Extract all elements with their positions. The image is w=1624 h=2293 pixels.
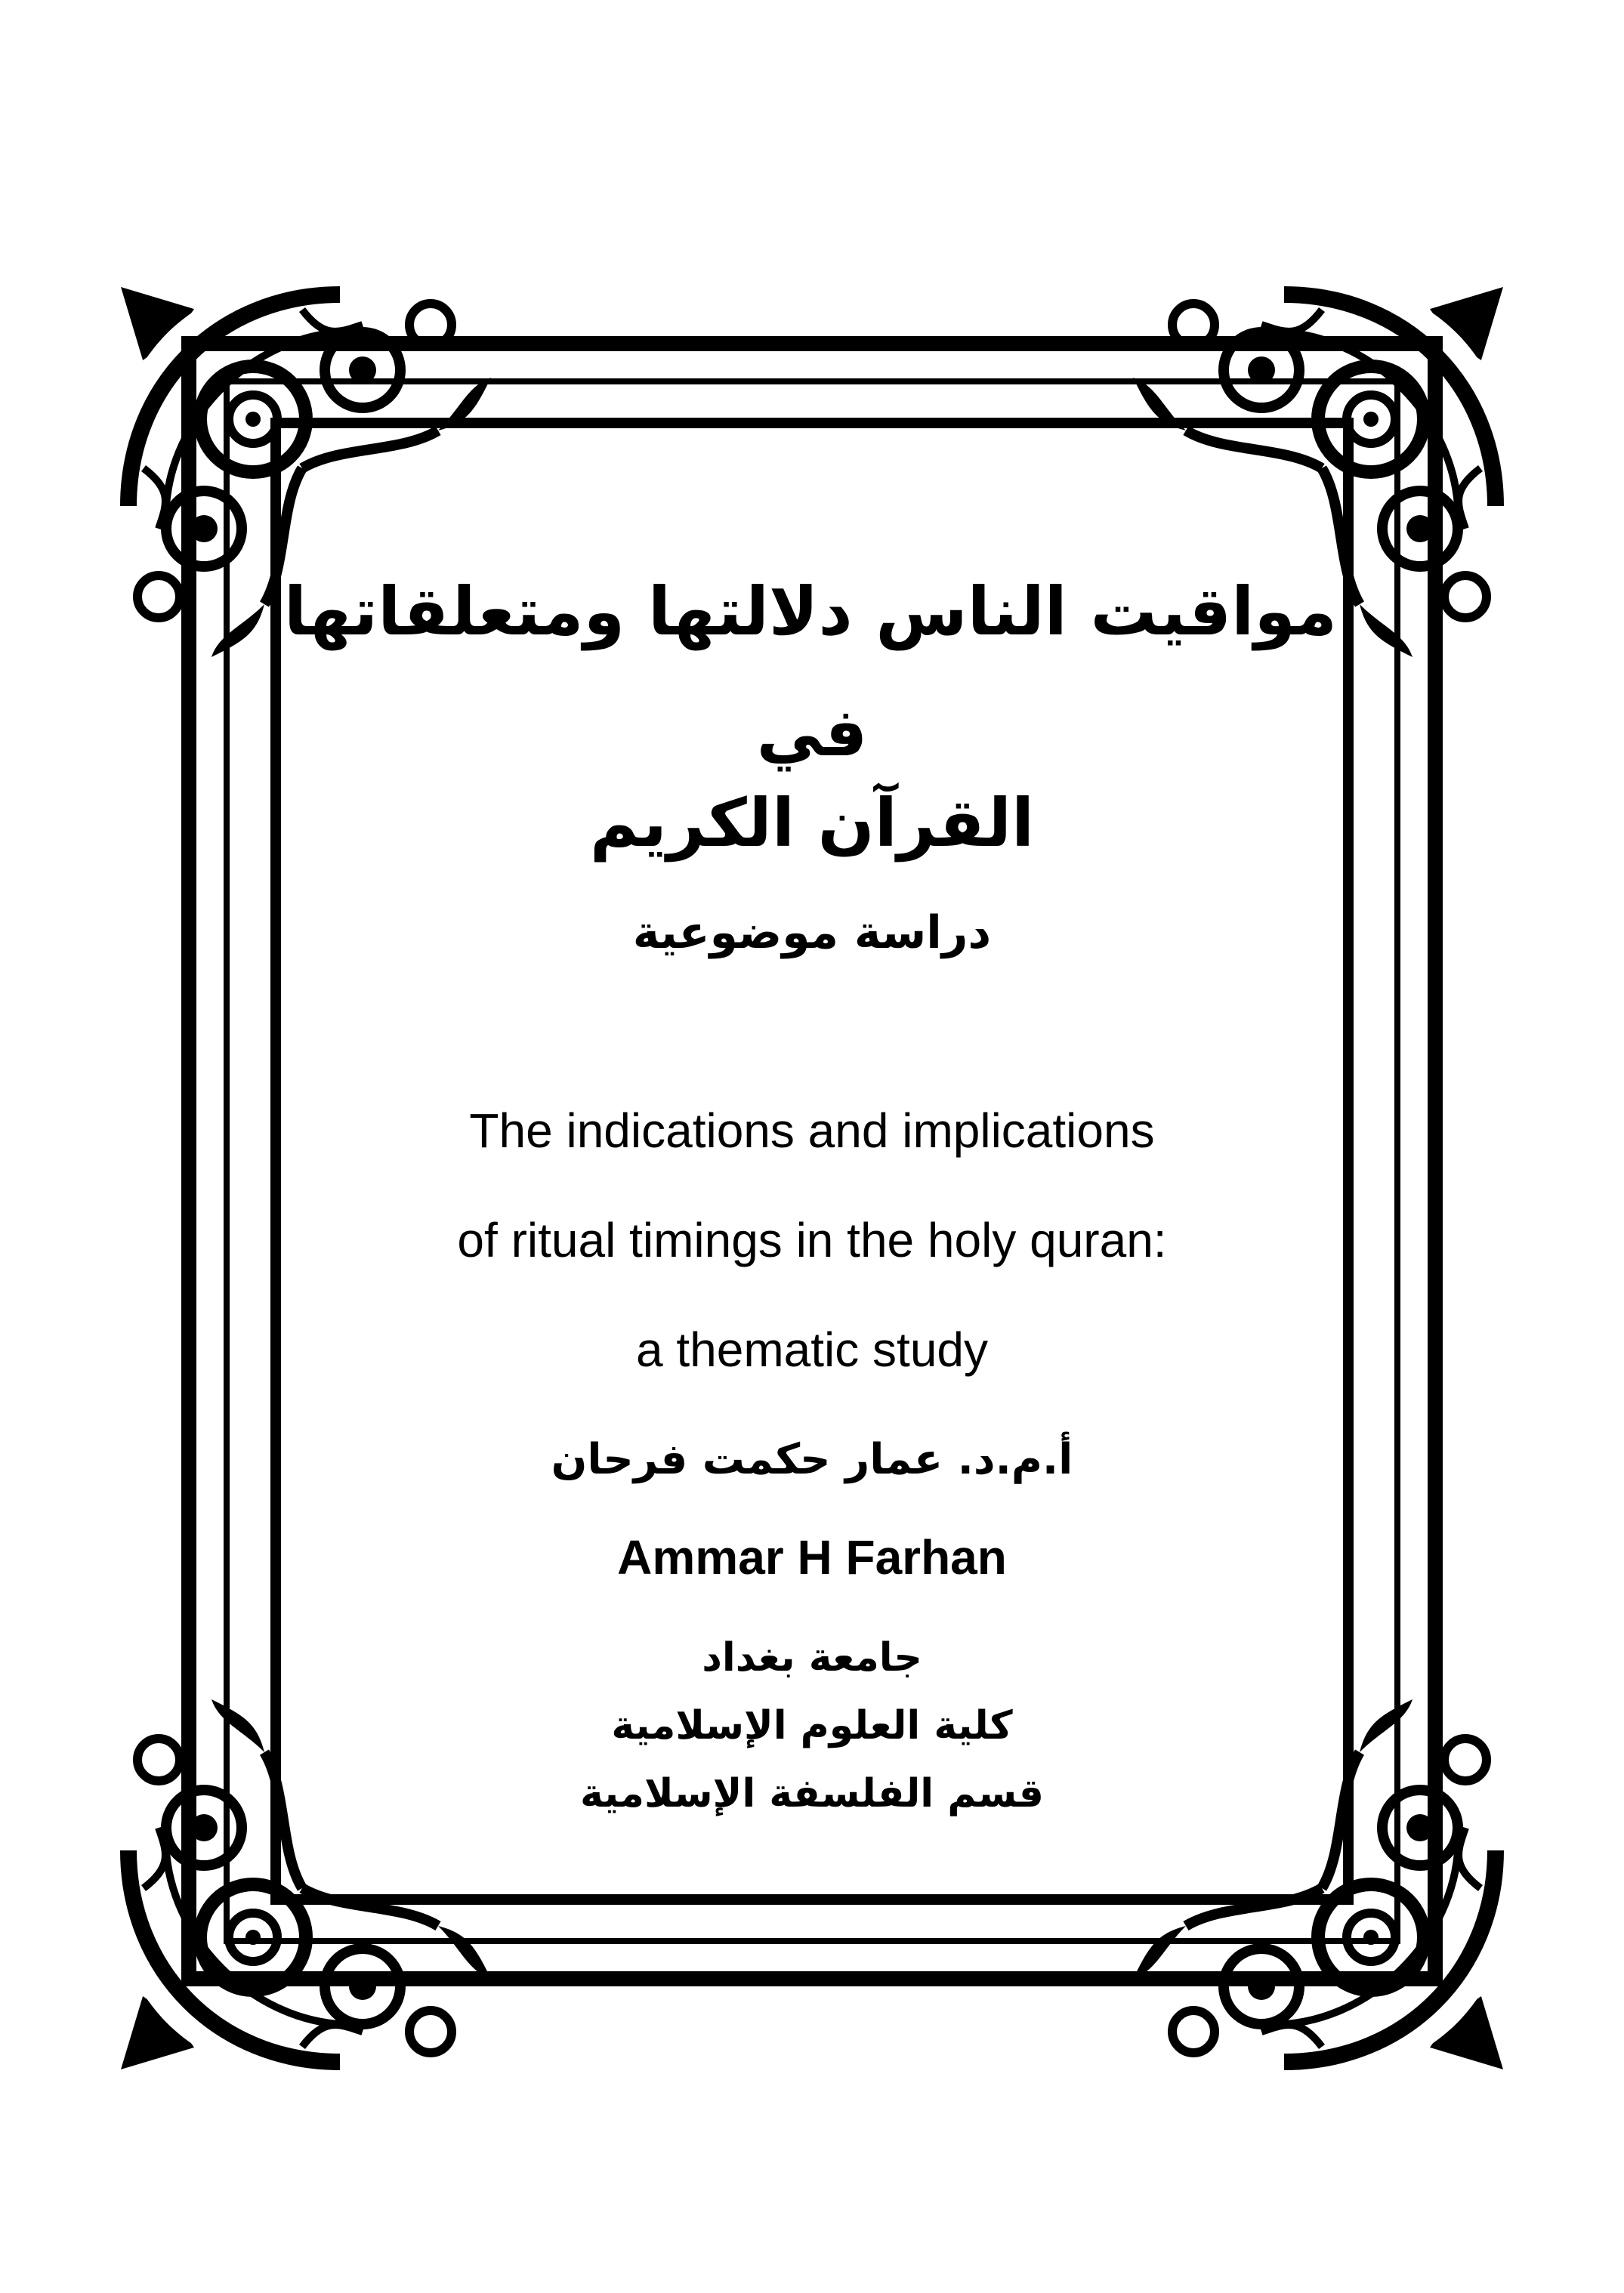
college-name: كلية العلوم الإسلامية	[611, 1703, 1013, 1748]
author-english: Ammar H Farhan	[617, 1530, 1007, 1585]
english-title-line-3: a thematic study	[636, 1322, 988, 1377]
arabic-title-line-3: القرآن الكريم	[589, 784, 1035, 862]
author-arabic: أ.م.د. عمار حكمت فرحان	[551, 1435, 1073, 1484]
arabic-title-line-1: مواقيت الناس دلالتها ومتعلقاتها	[283, 572, 1337, 650]
title-page-content	[283, 529, 1337, 1843]
english-title-line-2: of ritual timings in the holy quran:	[457, 1213, 1167, 1267]
english-title-line-1: The indications and implications	[469, 1103, 1155, 1158]
arabic-title-line-2: في	[756, 693, 868, 771]
university-name: جامعة بغداد	[702, 1635, 922, 1680]
department-name: قسم الفلسفة الإسلامية	[580, 1771, 1044, 1816]
arabic-subtitle: دراسة موضوعية	[632, 906, 992, 959]
